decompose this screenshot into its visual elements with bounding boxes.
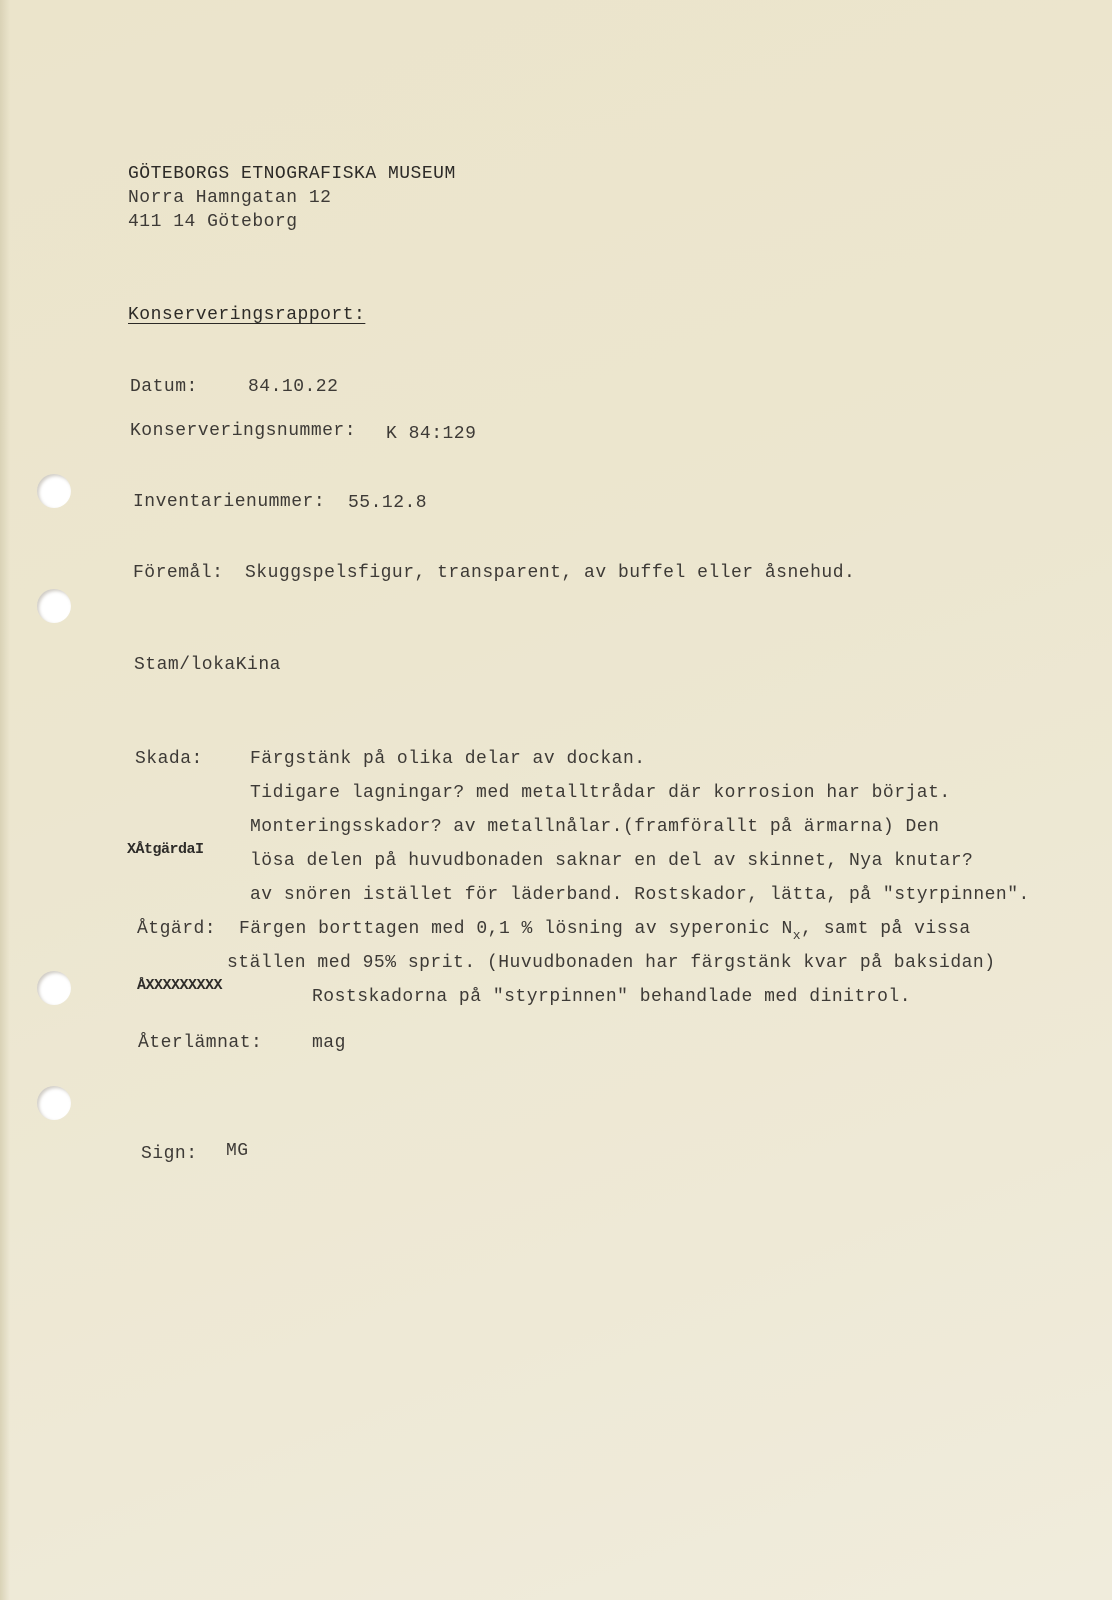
foremal-value: Skuggspelsfigur, transparent, av buffel eller åsnehud. xyxy=(245,563,856,583)
atgard-line-1-end: , samt på vissa xyxy=(801,919,971,939)
atgard-line-1 xyxy=(239,918,971,941)
inventarienummer-label: Inventarienummer: xyxy=(133,492,326,512)
datum-label: Datum: xyxy=(130,377,198,397)
stam-lokal-line: Stam/lokaKina xyxy=(134,655,281,675)
aterlamnat-label: Återlämnat: xyxy=(138,1033,263,1053)
atgard-line-3: Rostskadorna på "styrpinnen" behandlade med dinitrol. xyxy=(312,987,911,1007)
struck-out-text: XÅtgärdaI xyxy=(127,841,204,858)
datum-value: 84.10.22 xyxy=(248,377,339,397)
atgard-line-2: ställen med 95% sprit. (Huvudbonaden har färgstänk kvar på baksidan) xyxy=(227,953,996,973)
city-address: 411 14 Göteborg xyxy=(128,212,298,232)
foremal-label: Föremål: xyxy=(133,563,224,583)
atgard-label: Åtgärd: xyxy=(137,919,217,939)
konserveringsnummer-value: K 84:129 xyxy=(386,424,477,444)
institution-name: GÖTEBORGS ETNOGRAFISKA MUSEUM xyxy=(128,164,456,184)
skada-line-4: lösa delen på huvudbonaden saknar en del av skinnet, Nya knutar? xyxy=(250,851,974,871)
sign-value: MG xyxy=(226,1141,249,1161)
atgard-line-1-text: Färgen borttagen med 0,1 % lösning av syperonic N xyxy=(239,919,793,939)
inventarienummer-value: 55.12.8 xyxy=(348,493,428,513)
sign-label: Sign: xyxy=(141,1144,198,1164)
punch-hole xyxy=(37,589,71,623)
skada-line-5: av snören istället för läderband. Rostskador, lätta, på "styrpinnen". xyxy=(250,885,1030,905)
punch-hole xyxy=(37,474,71,508)
aterlamnat-value: mag xyxy=(312,1033,346,1053)
skada-label: Skada: xyxy=(135,749,203,769)
skada-line-2: Tidigare lagningar? med metalltrådar där korrosion har börjat. xyxy=(250,783,951,803)
skada-line-1: Färgstänk på olika delar av dockan. xyxy=(250,749,646,769)
street-address: Norra Hamngatan 12 xyxy=(128,188,332,208)
punch-hole xyxy=(37,971,71,1005)
atgard-subscript: x xyxy=(792,928,802,943)
skada-line-3: Monteringsskador? av metallnålar.(framförallt på ärmarna) Den xyxy=(250,817,940,837)
punch-hole xyxy=(37,1086,71,1120)
struck-out-text: ÅXXXXXXXXX xyxy=(137,977,223,994)
konserveringsnummer-label: Konserveringsnummer: xyxy=(130,421,357,441)
report-title: Konserveringsrapport: xyxy=(128,305,366,325)
